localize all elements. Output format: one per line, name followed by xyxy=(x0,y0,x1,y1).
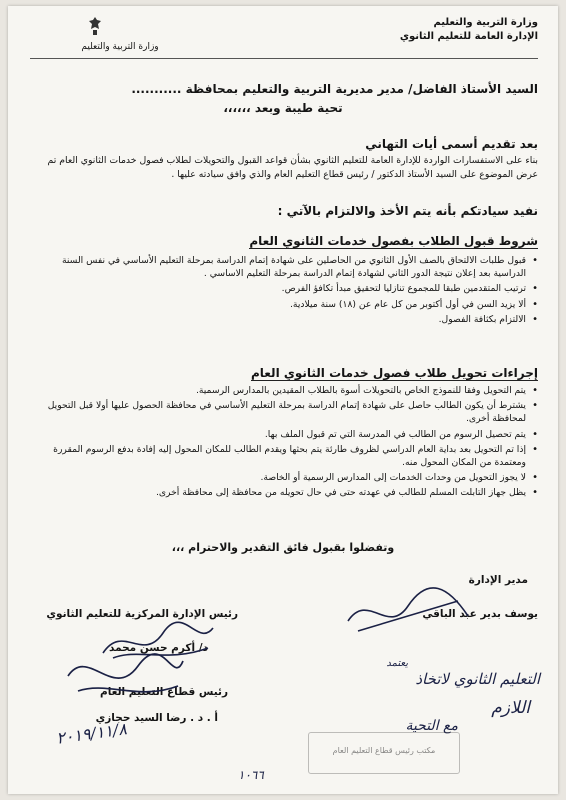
reference-number: ١٠٦٦ xyxy=(238,768,264,782)
list-item: • يتم تحصيل الرسوم من الطالب في المدرسة التي تم قبول الملف بها. xyxy=(38,428,538,441)
central-head-name: د/ أكرم حسن محمد xyxy=(109,642,208,654)
admission-conditions-list xyxy=(38,254,538,328)
list-item: • الالتزام بكثافة الفصول. xyxy=(38,313,538,326)
eagle-emblem-icon xyxy=(88,16,102,36)
opening-line: بعد تقديم أسمى أيات التهاني xyxy=(365,137,538,151)
section-transfer-title-text: إجراءات تحويل طلاب فصول خدمات الثانوي العام xyxy=(250,366,538,380)
inform-line: نفيد سيادتكم بأنه يتم الأخذ والالتزام بالآتي : xyxy=(277,204,538,218)
director-signature xyxy=(338,581,478,641)
handwritten-note-line2: اللازم xyxy=(491,698,530,718)
stamp-text: مكتب رئيس قطاع التعليم العام xyxy=(332,746,436,755)
header-divider xyxy=(30,58,538,59)
handwritten-note-line3: مع التحية xyxy=(405,718,458,734)
closing-line: وتفضلوا بقبول فائق التقدير والاحترام ،،، xyxy=(171,541,395,554)
central-head-title: رئيس الإدارة المركزية للتعليم الثانوي xyxy=(46,608,238,620)
list-item: • يظل جهاز التابلت المسلم للطالب في عهدته حتى في حال تحويله من محافظة إلى محافظة أخرى. xyxy=(38,486,538,499)
section-admission-title-text: شروط قبول الطلاب بفصول خدمات الثانوي العام xyxy=(249,234,538,248)
list-item: • ألا يزيد السن في أول أكتوبر من كل عام عن (١٨) سنة ميلادية. xyxy=(38,298,538,311)
department-name: الإدارة العامة للتعليم الثانوي xyxy=(399,31,538,42)
list-item: • يتم التحويل وفقا للنموذج الخاص بالتحويلات أسوة بالطلاب المقيدين بالمدارس الرسمية. xyxy=(38,384,538,397)
salutation: السيد الأستاذ الفاضل/ مدير مديرية التربية والتعليم بمحافظة ........... xyxy=(131,82,538,96)
handwritten-date: ٢٠١٩/١١/٨ xyxy=(55,719,128,748)
intro-paragraph: بناء على الاستفسارات الواردة للإدارة العامة للتعليم الثانوي بشأن قواعد القبول والتحويلات لطلاب فصول خدمات الثانوي العام تم عرض الموضوع على السيد الأستاذ الدكتور / رئيس قطاع التعليم العام والذي وافق سيادته عليها . xyxy=(47,155,538,180)
ministry-emblem xyxy=(72,16,172,56)
sector-head-title: رئيس قطاع التعليم العام xyxy=(100,686,228,698)
list-item: • ترتيب المتقدمين طبقا للمجموع تنازليا لتحقيق مبدأ تكافؤ الفرص. xyxy=(38,282,538,295)
section-admission-title xyxy=(249,234,538,248)
emblem-caption: وزارة التربية والتعليم xyxy=(81,42,159,52)
director-title: مدير الإدارة xyxy=(468,574,528,586)
letter-page xyxy=(8,6,558,794)
handwritten-note-line1: التعليم الثانوي لاتخاذ xyxy=(415,670,540,688)
handwritten-approval: يعتمد xyxy=(386,658,408,669)
section-transfer-title xyxy=(251,366,538,380)
sector-head-signature xyxy=(58,646,188,706)
list-item: • لا يجوز التحويل من وحدات الخدمات إلى المدارس الرسمية أو الخاصة. xyxy=(38,471,538,484)
office-stamp xyxy=(308,732,460,774)
transfer-procedures-list xyxy=(38,384,538,502)
director-name: يوسف بدير عبد الباقي xyxy=(422,608,538,620)
letterhead xyxy=(400,16,538,44)
list-item: • يشترط أن يكون الطالب حاصل على شهادة إتمام الدراسة بمرحلة التعليم الأساسي في محافظة الحصول عليها أولا قبل التحويل لمحافظة أخرى. xyxy=(38,399,538,425)
sector-head-name: أ . د . رضا السيد حجازي xyxy=(95,712,218,724)
list-item: • قبول طلبات الالتحاق بالصف الأول الثانوي من الحاصلين على شهادة إتمام الدراسة بمرحلة التعليم الأساسي في نفس السنة الدراسية بعد إعلان نتيجة الدور الثاني لشهادة إتمام الدراسة بمرحلة التعليم الاساسي . xyxy=(38,254,538,280)
ministry-name: وزارة التربية والتعليم xyxy=(433,17,538,28)
greeting: تحية طيبة وبعد ،،،،،، xyxy=(223,101,343,115)
list-item: • إذا تم التحويل بعد بداية العام الدراسي لظروف طارئة يتم بحثها ويقدم الطالب للمكان المحول إليه إفادة بدفع الرسوم المقررة ومعتمدة من المكان المحول منه. xyxy=(38,443,538,469)
